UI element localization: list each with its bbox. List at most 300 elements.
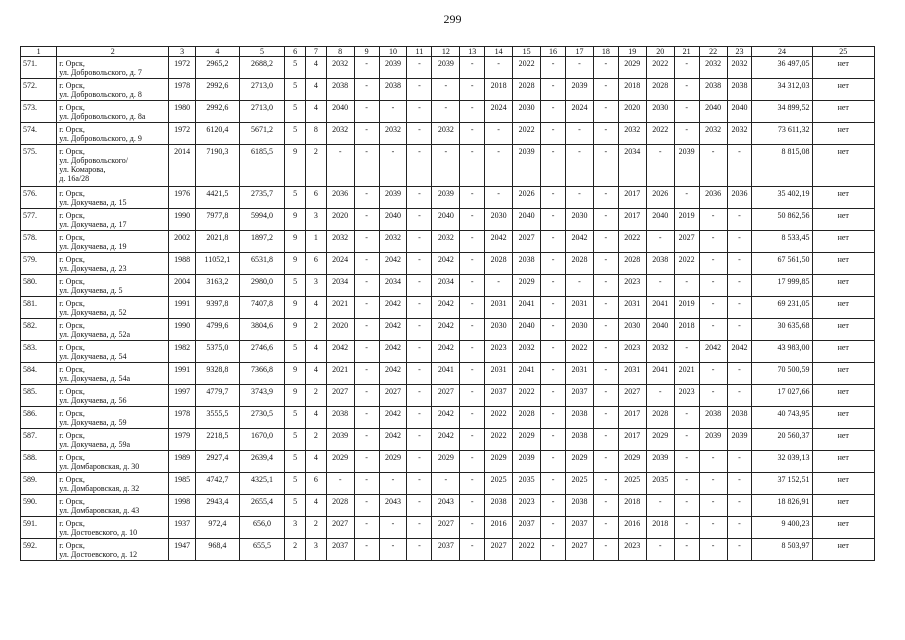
- address-line: ул. Докучаева, д. 23: [59, 264, 127, 273]
- table-cell: 1997: [169, 385, 196, 407]
- table-cell: -: [593, 297, 618, 319]
- table-cell: 2032: [513, 341, 541, 363]
- table-cell: 2025: [485, 473, 513, 495]
- column-header: 13: [460, 47, 485, 57]
- table-cell: 2: [305, 145, 326, 187]
- table-cell: 2038: [379, 79, 407, 101]
- table-cell: 2039: [379, 187, 407, 209]
- table-cell: 2965,2: [196, 57, 240, 79]
- table-cell: -: [485, 57, 513, 79]
- table-cell: -: [485, 275, 513, 297]
- table-cell: 8 815,08: [752, 145, 812, 187]
- table-cell: 2040: [699, 101, 727, 123]
- column-header: 8: [326, 47, 354, 57]
- address-line: г. Орск,: [59, 147, 85, 156]
- table-cell: 2022: [674, 253, 699, 275]
- table-cell: 3: [285, 517, 306, 539]
- table-cell: нет: [812, 275, 874, 297]
- table-cell: 2927,4: [196, 451, 240, 473]
- table-cell: 2034: [432, 275, 460, 297]
- table-cell: 2032: [646, 341, 674, 363]
- table-cell: 2028: [326, 495, 354, 517]
- table-cell: 2025: [618, 473, 646, 495]
- table-cell: 2042: [432, 253, 460, 275]
- table-cell: 2037: [565, 517, 593, 539]
- table-cell: 2027: [674, 231, 699, 253]
- table-cell: 2029: [326, 451, 354, 473]
- table-cell: -: [407, 429, 432, 451]
- table-cell: -: [646, 275, 674, 297]
- table-cell: -: [593, 57, 618, 79]
- table-cell: 2027: [326, 517, 354, 539]
- table-cell: -: [407, 297, 432, 319]
- table-cell: 2016: [618, 517, 646, 539]
- table-cell: 2039: [513, 145, 541, 187]
- row-number: 589.: [21, 473, 57, 495]
- table-cell: 2040: [379, 209, 407, 231]
- table-cell: -: [727, 517, 752, 539]
- table-cell: 3: [305, 209, 326, 231]
- table-cell: 35 402,19: [752, 187, 812, 209]
- table-cell: 2041: [513, 363, 541, 385]
- table-cell: -: [699, 319, 727, 341]
- table-cell: -: [407, 539, 432, 561]
- column-header: 2: [57, 47, 169, 57]
- table-cell: 2032: [432, 231, 460, 253]
- table-cell: нет: [812, 101, 874, 123]
- table-cell: -: [727, 385, 752, 407]
- table-cell: -: [354, 187, 379, 209]
- table-row: [21, 407, 875, 429]
- table-cell: 2038: [326, 407, 354, 429]
- table-cell: 2032: [432, 123, 460, 145]
- table-cell: 1978: [169, 407, 196, 429]
- table-cell: 2031: [618, 297, 646, 319]
- table-cell: 7190,3: [196, 145, 240, 187]
- table-cell: 2022: [513, 123, 541, 145]
- table-cell: 2027: [565, 539, 593, 561]
- table-cell: 9 400,23: [752, 517, 812, 539]
- table-cell: 2032: [727, 123, 752, 145]
- table-cell: 2020: [326, 319, 354, 341]
- table-cell: -: [354, 495, 379, 517]
- table-cell: 69 231,05: [752, 297, 812, 319]
- table-cell: 30 635,68: [752, 319, 812, 341]
- table-cell: 5: [285, 101, 306, 123]
- table-cell: 3804,6: [239, 319, 285, 341]
- table-cell: 5: [285, 429, 306, 451]
- table-cell: 2042: [379, 253, 407, 275]
- table-cell: 2032: [326, 123, 354, 145]
- table-cell: -: [727, 319, 752, 341]
- table-row: [21, 101, 875, 123]
- table-cell: -: [593, 385, 618, 407]
- table-cell: 2042: [379, 297, 407, 319]
- table-cell: 3: [305, 275, 326, 297]
- table-cell: 2023: [618, 275, 646, 297]
- table-cell: -: [432, 101, 460, 123]
- table-cell: 2038: [727, 79, 752, 101]
- table-cell: -: [460, 341, 485, 363]
- table-cell: 2031: [485, 297, 513, 319]
- table-cell: 1: [305, 231, 326, 253]
- table-cell: 2041: [513, 297, 541, 319]
- table-cell: 2041: [432, 363, 460, 385]
- table-row: [21, 341, 875, 363]
- table-cell: 2018: [674, 319, 699, 341]
- table-cell: 2042: [727, 341, 752, 363]
- table-cell: -: [727, 473, 752, 495]
- table-cell: 2004: [169, 275, 196, 297]
- table-cell: 2027: [379, 385, 407, 407]
- table-cell: 2017: [618, 407, 646, 429]
- table-cell: -: [354, 429, 379, 451]
- address-line: ул. Домбаровская, д. 43: [59, 506, 140, 515]
- column-header: 24: [752, 47, 812, 57]
- table-cell: -: [674, 495, 699, 517]
- address-cell: [57, 253, 169, 275]
- table-cell: 2218,5: [196, 429, 240, 451]
- table-cell: -: [541, 407, 566, 429]
- table-cell: -: [379, 539, 407, 561]
- table-cell: 9328,8: [196, 363, 240, 385]
- table-cell: нет: [812, 297, 874, 319]
- table-cell: 2026: [646, 187, 674, 209]
- table-cell: 2022: [485, 407, 513, 429]
- table-cell: 2029: [646, 429, 674, 451]
- table-cell: -: [460, 187, 485, 209]
- table-cell: 2030: [485, 319, 513, 341]
- table-cell: 2040: [432, 209, 460, 231]
- table-row: [21, 297, 875, 319]
- table-cell: -: [407, 341, 432, 363]
- column-header: 21: [674, 47, 699, 57]
- table-cell: 8 533,45: [752, 231, 812, 253]
- table-cell: -: [541, 473, 566, 495]
- table-cell: 2042: [432, 407, 460, 429]
- table-cell: 2032: [699, 57, 727, 79]
- table-cell: 2028: [513, 407, 541, 429]
- table-cell: 2039: [565, 79, 593, 101]
- table-cell: -: [407, 363, 432, 385]
- table-cell: 2980,0: [239, 275, 285, 297]
- table-cell: -: [407, 79, 432, 101]
- table-cell: 1979: [169, 429, 196, 451]
- table-cell: 2037: [432, 539, 460, 561]
- column-header: 15: [513, 47, 541, 57]
- address-cell: [57, 319, 169, 341]
- table-cell: -: [593, 145, 618, 187]
- address-cell: [57, 209, 169, 231]
- table-cell: 1670,0: [239, 429, 285, 451]
- table-cell: -: [407, 517, 432, 539]
- table-cell: -: [354, 451, 379, 473]
- table-cell: 7366,8: [239, 363, 285, 385]
- table-cell: 2029: [565, 451, 593, 473]
- table-cell: 4742,7: [196, 473, 240, 495]
- table-cell: 8: [305, 123, 326, 145]
- table-cell: нет: [812, 79, 874, 101]
- table-cell: -: [379, 145, 407, 187]
- table-cell: 2032: [326, 231, 354, 253]
- table-cell: -: [379, 517, 407, 539]
- address-line: ул. Докучаева, д. 52: [59, 308, 127, 317]
- table-cell: -: [727, 275, 752, 297]
- table-cell: 2038: [326, 79, 354, 101]
- table-cell: 36 497,05: [752, 57, 812, 79]
- table-cell: -: [460, 57, 485, 79]
- address-line: г. Орск,: [59, 475, 85, 484]
- address-line: г. Орск,: [59, 255, 85, 264]
- table-cell: 2031: [565, 297, 593, 319]
- table-cell: 2042: [432, 429, 460, 451]
- table-cell: 2735,7: [239, 187, 285, 209]
- table-cell: 5: [285, 123, 306, 145]
- table-cell: 2: [285, 539, 306, 561]
- row-number: 592.: [21, 539, 57, 561]
- table-cell: -: [541, 363, 566, 385]
- table-cell: -: [593, 101, 618, 123]
- table-cell: 2018: [485, 79, 513, 101]
- table-cell: 2042: [326, 341, 354, 363]
- column-header: 17: [565, 47, 593, 57]
- table-cell: 4: [305, 57, 326, 79]
- table-cell: 2029: [513, 275, 541, 297]
- table-cell: 70 500,59: [752, 363, 812, 385]
- table-cell: -: [593, 187, 618, 209]
- table-cell: -: [699, 145, 727, 187]
- column-header: 14: [485, 47, 513, 57]
- address-cell: [57, 297, 169, 319]
- table-cell: -: [460, 517, 485, 539]
- table-cell: -: [460, 495, 485, 517]
- table-cell: 2034: [326, 275, 354, 297]
- table-cell: 2026: [513, 187, 541, 209]
- table-cell: 2030: [618, 319, 646, 341]
- table-cell: 2028: [513, 79, 541, 101]
- table-cell: 2022: [485, 429, 513, 451]
- row-number: 574.: [21, 123, 57, 145]
- table-cell: 2018: [646, 517, 674, 539]
- row-number: 587.: [21, 429, 57, 451]
- address-line: г. Орск,: [59, 365, 85, 374]
- table-cell: -: [354, 517, 379, 539]
- table-cell: 4: [305, 101, 326, 123]
- table-cell: 5: [285, 275, 306, 297]
- table-cell: 2023: [485, 341, 513, 363]
- row-number: 582.: [21, 319, 57, 341]
- row-number: 577.: [21, 209, 57, 231]
- table-row: [21, 57, 875, 79]
- address-line: ул. Добровольского, д. 9: [59, 134, 142, 143]
- table-cell: 2040: [513, 319, 541, 341]
- table-cell: 9: [285, 319, 306, 341]
- table-cell: 9: [285, 385, 306, 407]
- table-cell: -: [460, 209, 485, 231]
- table-cell: 40 743,95: [752, 407, 812, 429]
- table-cell: 2016: [485, 517, 513, 539]
- table-cell: 4421,5: [196, 187, 240, 209]
- table-cell: -: [593, 275, 618, 297]
- table-cell: -: [593, 231, 618, 253]
- table-cell: 2042: [379, 341, 407, 363]
- table-cell: -: [354, 473, 379, 495]
- table-cell: 2039: [326, 429, 354, 451]
- table-cell: 2027: [432, 385, 460, 407]
- table-cell: 1978: [169, 79, 196, 101]
- table-cell: -: [699, 209, 727, 231]
- table-cell: 2713,0: [239, 79, 285, 101]
- table-cell: 2024: [565, 101, 593, 123]
- table-cell: -: [460, 429, 485, 451]
- table-cell: -: [354, 145, 379, 187]
- address-line: ул. Домбаровская, д. 32: [59, 484, 140, 493]
- table-cell: 3: [305, 539, 326, 561]
- table-cell: 2040: [513, 209, 541, 231]
- table-cell: -: [541, 275, 566, 297]
- table-cell: 2: [305, 517, 326, 539]
- address-line: д. 16а/28: [59, 174, 90, 183]
- column-header: 1: [21, 47, 57, 57]
- table-cell: 50 862,56: [752, 209, 812, 231]
- table-cell: 2021,8: [196, 231, 240, 253]
- table-cell: 6185,5: [239, 145, 285, 187]
- table-header: [21, 47, 875, 57]
- row-number: 584.: [21, 363, 57, 385]
- table-cell: -: [407, 407, 432, 429]
- table-cell: 4: [305, 341, 326, 363]
- table-cell: -: [674, 407, 699, 429]
- address-line: г. Орск,: [59, 299, 85, 308]
- table-cell: 968,4: [196, 539, 240, 561]
- address-cell: [57, 187, 169, 209]
- table-cell: 2032: [727, 57, 752, 79]
- table-cell: -: [354, 407, 379, 429]
- address-line: ул. Докучаева, д. 59а: [59, 440, 131, 449]
- table-cell: 2037: [326, 539, 354, 561]
- address-cell: [57, 385, 169, 407]
- table-cell: -: [727, 231, 752, 253]
- table-cell: 2018: [618, 79, 646, 101]
- table-cell: -: [674, 57, 699, 79]
- table-cell: 1897,2: [239, 231, 285, 253]
- table-cell: -: [354, 275, 379, 297]
- address-cell: [57, 363, 169, 385]
- table-cell: 2030: [513, 101, 541, 123]
- table-cell: 2032: [379, 123, 407, 145]
- table-cell: -: [460, 275, 485, 297]
- table-cell: 2017: [618, 429, 646, 451]
- table-cell: 4: [305, 495, 326, 517]
- table-cell: нет: [812, 231, 874, 253]
- table-cell: 17 027,66: [752, 385, 812, 407]
- table-cell: 2029: [485, 451, 513, 473]
- table-cell: -: [727, 363, 752, 385]
- table-cell: -: [379, 101, 407, 123]
- table-cell: -: [593, 539, 618, 561]
- table-cell: -: [354, 209, 379, 231]
- table-cell: -: [460, 363, 485, 385]
- row-number: 573.: [21, 101, 57, 123]
- table-cell: -: [699, 539, 727, 561]
- table-row: [21, 79, 875, 101]
- table-cell: 2039: [513, 451, 541, 473]
- table-cell: нет: [812, 319, 874, 341]
- table-cell: -: [354, 123, 379, 145]
- table-cell: -: [541, 495, 566, 517]
- table-cell: 2030: [565, 209, 593, 231]
- table-cell: 2025: [565, 473, 593, 495]
- table-cell: 2021: [326, 363, 354, 385]
- address-line: ул. Докучаева, д. 5: [59, 286, 123, 295]
- table-cell: -: [354, 57, 379, 79]
- table-cell: 1991: [169, 297, 196, 319]
- table-cell: 20 560,37: [752, 429, 812, 451]
- table-cell: 2022: [513, 57, 541, 79]
- table-cell: -: [674, 187, 699, 209]
- table-cell: 2030: [565, 319, 593, 341]
- column-header: 12: [432, 47, 460, 57]
- column-header: 25: [812, 47, 874, 57]
- address-line: г. Орск,: [59, 409, 85, 418]
- address-line: г. Орск,: [59, 103, 85, 112]
- row-number: 588.: [21, 451, 57, 473]
- row-number: 591.: [21, 517, 57, 539]
- table-cell: -: [646, 231, 674, 253]
- table-cell: -: [460, 145, 485, 187]
- address-cell: [57, 341, 169, 363]
- table-cell: -: [354, 231, 379, 253]
- table-cell: -: [565, 123, 593, 145]
- table-row: [21, 319, 875, 341]
- table-cell: -: [460, 407, 485, 429]
- table-cell: 2024: [485, 101, 513, 123]
- table-cell: 2: [305, 429, 326, 451]
- table-cell: 2031: [565, 363, 593, 385]
- address-cell: [57, 145, 169, 187]
- table-cell: -: [407, 101, 432, 123]
- row-number: 585.: [21, 385, 57, 407]
- table-cell: 2040: [727, 101, 752, 123]
- table-cell: -: [593, 473, 618, 495]
- table-cell: 3163,2: [196, 275, 240, 297]
- table-cell: нет: [812, 429, 874, 451]
- table-cell: -: [541, 319, 566, 341]
- table-cell: 2: [305, 385, 326, 407]
- table-cell: 9: [285, 363, 306, 385]
- table-cell: -: [460, 319, 485, 341]
- table-cell: 1972: [169, 123, 196, 145]
- table-cell: 43 983,00: [752, 341, 812, 363]
- table-cell: 6: [305, 187, 326, 209]
- table-cell: -: [354, 385, 379, 407]
- table-cell: 4779,7: [196, 385, 240, 407]
- address-line: ул. Докучаева, д. 59: [59, 418, 127, 427]
- table-cell: -: [727, 253, 752, 275]
- address-line: г. Орск,: [59, 497, 85, 506]
- table-cell: -: [674, 123, 699, 145]
- table-cell: 2022: [646, 57, 674, 79]
- table-cell: -: [354, 539, 379, 561]
- table-cell: 2021: [674, 363, 699, 385]
- row-number: 576.: [21, 187, 57, 209]
- table-cell: 4325,1: [239, 473, 285, 495]
- table-cell: 2027: [618, 385, 646, 407]
- table-cell: нет: [812, 145, 874, 187]
- table-cell: 2035: [513, 473, 541, 495]
- address-cell: [57, 473, 169, 495]
- table-cell: 2038: [727, 407, 752, 429]
